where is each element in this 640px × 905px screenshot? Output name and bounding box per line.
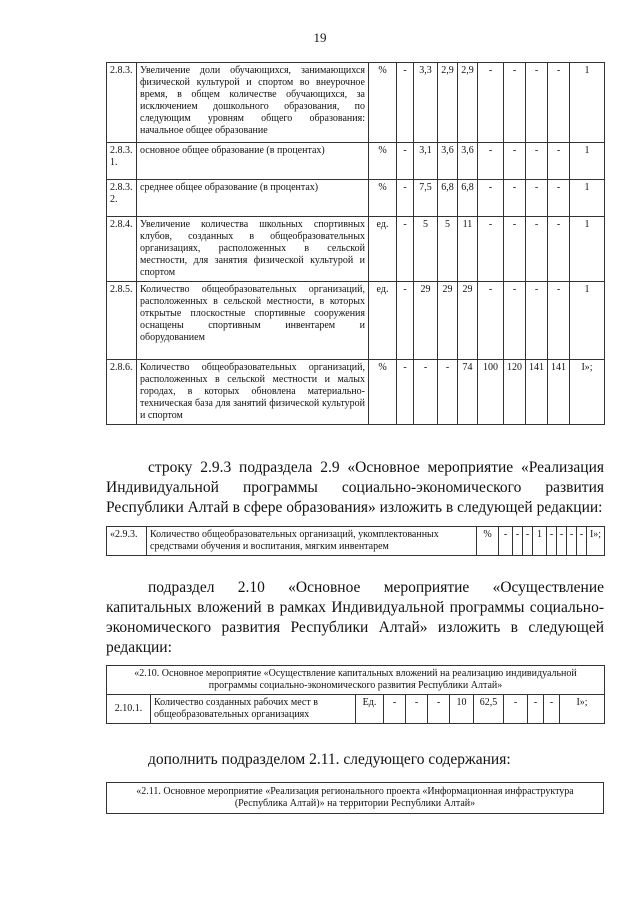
row-value: 7,5 [414,180,438,217]
row-value: - [526,180,548,217]
table-row [107,217,605,282]
row-value: I»; [570,360,605,425]
row-value: 2,9 [438,63,458,143]
row-unit: % [369,180,397,217]
row-value: 1 [570,282,605,360]
row-number: 2.8.5. [107,282,137,360]
row-number: 2.8.3. [107,63,137,143]
row-value: - [548,143,570,180]
row-unit: Ед. [356,695,384,724]
row-value: - [526,217,548,282]
row-value: - [478,217,504,282]
row-number: 2.8.3. 2. [107,180,137,217]
row-value: 10 [450,695,474,724]
row-value: - [544,695,560,724]
row-text: Количество общеобразовательных организаций, укомплектованных средствами обучения и воспитания, мягким инвентарем [147,527,477,556]
row-value: - [504,63,526,143]
row-unit: % [369,360,397,425]
row-value: - [577,527,587,556]
row-value: - [428,695,450,724]
row-value: - [414,360,438,425]
row-text: Увеличение количества школьных спортивных клубов, созданных в общеобразовательных организациях, расположенных в сельской местности, для занятия физической культурой и спортом [137,217,369,282]
row-text: Количество общеобразовательных организаций, расположенных в сельской местности и малых городах, в которых обновлена материально-техническая база для занятий физической культурой и спортом [137,360,369,425]
row-value: 3,1 [414,143,438,180]
row-value: 3,6 [438,143,458,180]
row-unit: % [369,63,397,143]
row-value: - [526,143,548,180]
row-text: Количество общеобразовательных организаций, расположенных в сельской местности, в которых открытые плоскостные спортивные сооружения оснащены спортивным инвентарем и оборудованием [137,282,369,360]
row-value: 6,8 [458,180,478,217]
row-value: - [526,282,548,360]
row-value: 120 [504,360,526,425]
row-value: 2,9 [458,63,478,143]
row-unit: ед. [369,217,397,282]
row-value: 1 [533,527,547,556]
row-unit: % [477,527,499,556]
paragraph-subsection-2-10: подраздел 2.10 «Основное мероприятие «Осуществление капитальных вложений в рамках Индивидуальной программы социально-экономического развития Республики Алтай» изложить в следующей редакции: [106,579,604,656]
row-value: - [499,527,513,556]
table-row [107,63,605,143]
row-value: - [557,527,567,556]
row-value: - [504,180,526,217]
row-value: 6,8 [438,180,458,217]
table-row [107,527,605,556]
row-value: - [504,282,526,360]
row-value: - [438,360,458,425]
row-value: - [406,695,428,724]
row-value: - [397,217,414,282]
row-value: - [397,63,414,143]
row-value: 29 [458,282,478,360]
row-value: 100 [478,360,504,425]
row-value: - [523,527,533,556]
row-value: 3,3 [414,63,438,143]
subsection-2-11-table [106,782,604,814]
row-value: 11 [458,217,478,282]
row-value: - [504,143,526,180]
row-value: - [397,180,414,217]
table-row [107,360,605,425]
row-value: - [548,282,570,360]
row-value: 62,5 [474,695,504,724]
subsection-2-10-table [106,665,605,724]
row-value: - [548,217,570,282]
row-text: Количество созданных рабочих мест в общеобразовательных организациях [151,695,356,724]
row-number: 2.10.1. [107,695,151,724]
row-number: 2.8.3. 1. [107,143,137,180]
row-value: - [526,63,548,143]
row-value: 1 [570,180,605,217]
row-value: 74 [458,360,478,425]
row-value: - [548,180,570,217]
row-value: - [397,360,414,425]
row-value: 1 [570,143,605,180]
row-text: основное общее образование (в процентах) [137,143,369,180]
table-row [107,282,605,360]
row-value: - [384,695,406,724]
row-2-9-3-table [106,526,605,556]
subsection-header: «2.11. Основное мероприятие «Реализация регионального проекта «Информационная инфраструктура (Республика Алтай)» на территории Республики Алтай» [107,783,604,814]
row-text: среднее общее образование (в процентах) [137,180,369,217]
row-number: «2.9.3. [107,527,147,556]
row-unit: ед. [369,282,397,360]
page-number: 19 [313,30,327,45]
table-header-row [107,783,604,814]
row-value: 1 [570,217,605,282]
table-header-row [107,666,605,695]
row-value: - [513,527,523,556]
row-value: 3,6 [458,143,478,180]
row-value: - [548,63,570,143]
table-row [107,180,605,217]
row-value: - [528,695,544,724]
row-value: - [567,527,577,556]
row-value: - [478,143,504,180]
row-value: - [478,63,504,143]
row-value: 5 [414,217,438,282]
row-value: - [478,180,504,217]
table-row [107,695,605,724]
row-value: 141 [548,360,570,425]
row-text: Увеличение доли обучающихся, занимающихся физической культурой и спортом во внеурочное время, в общем количестве обучающихся, за исключением дошкольного образования, по следующим уровням общего образования: начальное общее образование [137,63,369,143]
row-value: I»; [560,695,605,724]
indicators-table [106,62,605,425]
row-value: 29 [414,282,438,360]
subsection-header: «2.10. Основное мероприятие «Осуществление капитальных вложений на реализацию индивидуальной программы социально-экономического развития Республики Алтай» [107,666,605,695]
row-number: 2.8.4. [107,217,137,282]
paragraph-add-subsection-2-11: дополнить подразделом 2.11. следующего содержания: [148,751,511,768]
row-unit: % [369,143,397,180]
row-value: - [397,282,414,360]
row-value: 29 [438,282,458,360]
row-value: 5 [438,217,458,282]
paragraph-row-2-9-3: строку 2.9.3 подраздела 2.9 «Основное мероприятие «Реализация Индивидуальной программы социально-экономического развития Республики Алтай в сфере образования» изложить в следующей редакции: [106,459,604,516]
row-value: I»; [587,527,605,556]
row-value: 1 [570,63,605,143]
row-value: 141 [526,360,548,425]
row-value: - [504,695,528,724]
row-value: - [397,143,414,180]
row-value: - [478,282,504,360]
row-value: - [547,527,557,556]
table-row [107,143,605,180]
row-value: - [504,217,526,282]
row-number: 2.8.6. [107,360,137,425]
